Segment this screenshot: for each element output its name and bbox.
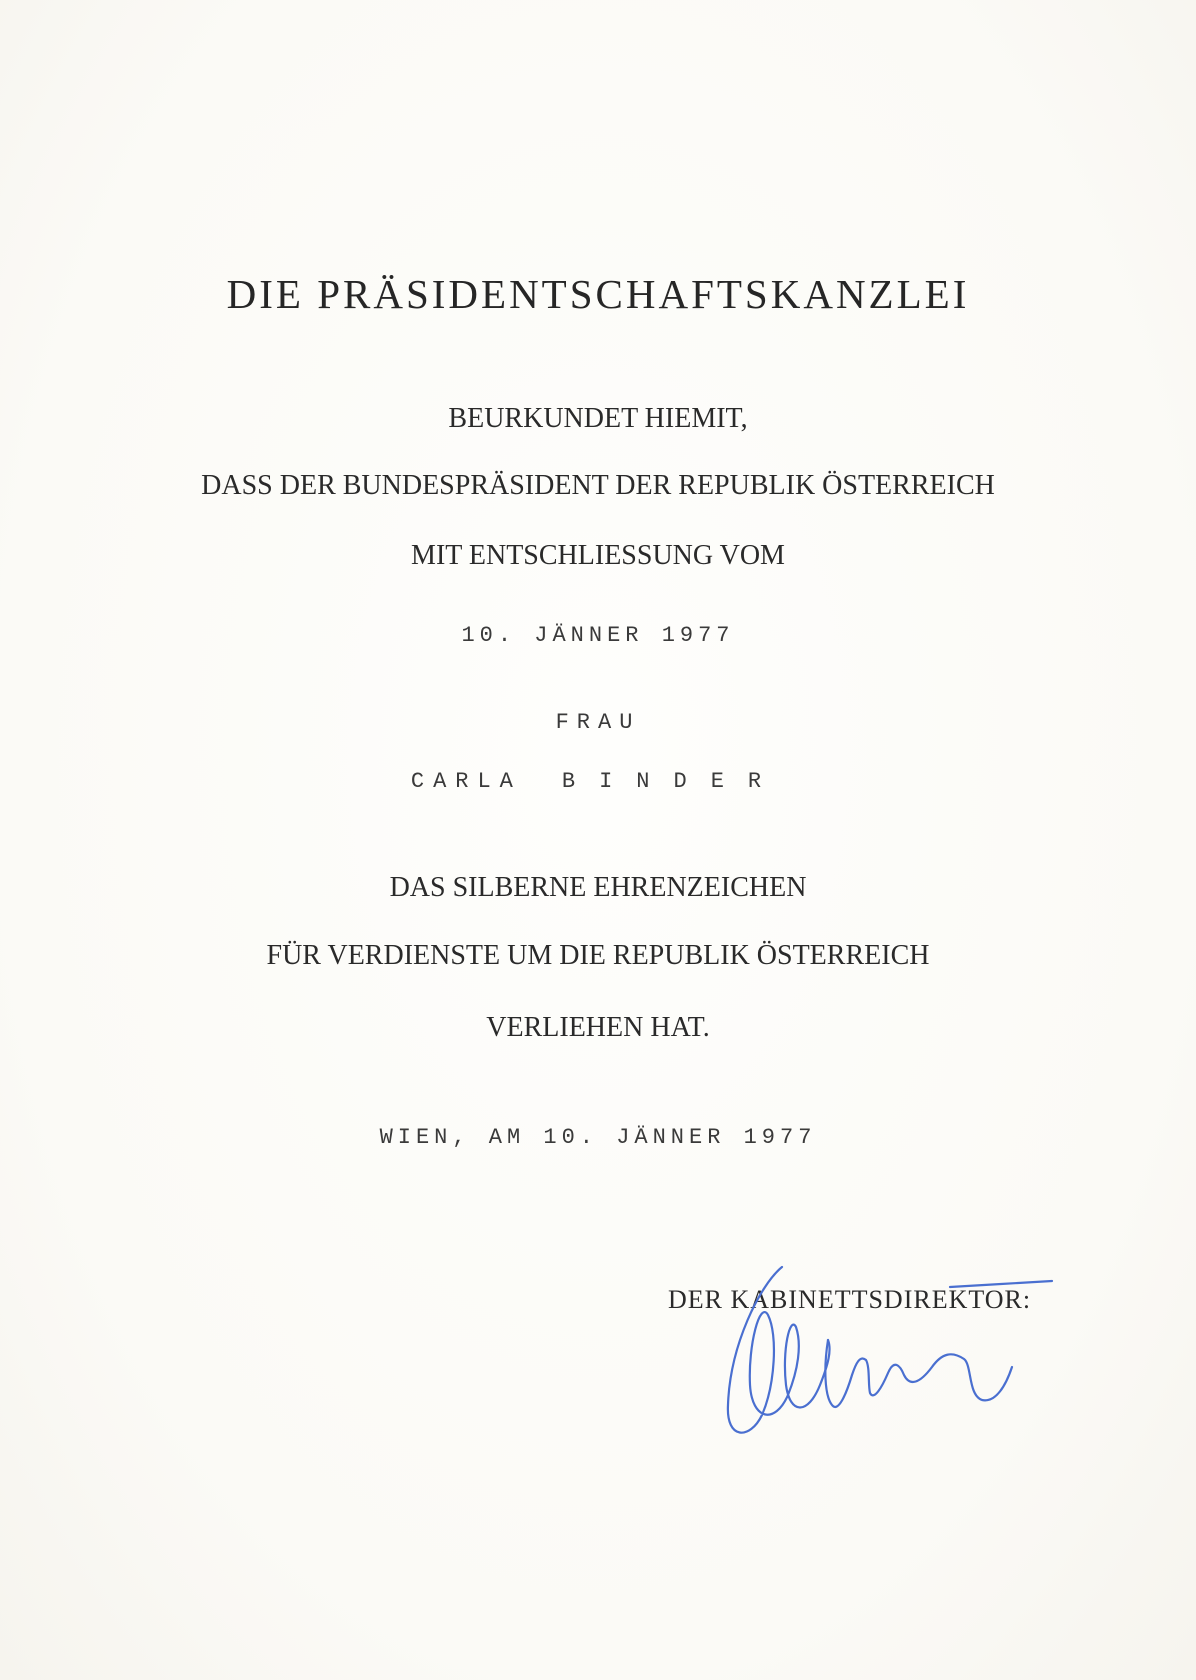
recipient-last-name: BINDER [561, 769, 786, 794]
president-line: DASS DER BUNDESPRÄSIDENT DER REPUBLIK ÖSTERREICH [201, 470, 995, 501]
recipient-name [0, 769, 1196, 794]
conferred-line: VERLIEHEN HAT. [486, 1012, 710, 1043]
resolution-date: 10. JÄNNER 1977 [461, 623, 735, 648]
award-name-line: DAS SILBERNE EHRENZEICHEN [389, 872, 807, 903]
recipient-first-name: CARLA [410, 769, 522, 794]
place-and-date: WIEN, AM 10. JÄNNER 1977 [379, 1125, 817, 1150]
salutation: FRAU [555, 710, 641, 735]
signer-title: DER KABINETTSDIREKTOR: [668, 1285, 1032, 1314]
award-purpose-line: FÜR VERDIENSTE UM DIE REPUBLIK ÖSTERREICH [266, 940, 930, 971]
handwritten-signature [720, 1255, 1080, 1455]
resolution-line: MIT ENTSCHLIESSUNG VOM [411, 540, 785, 571]
certificate-title: DIE PRÄSIDENTSCHAFTSKANZLEI [226, 271, 970, 317]
attestation-line: BEURKUNDET HIEMIT, [448, 403, 748, 434]
